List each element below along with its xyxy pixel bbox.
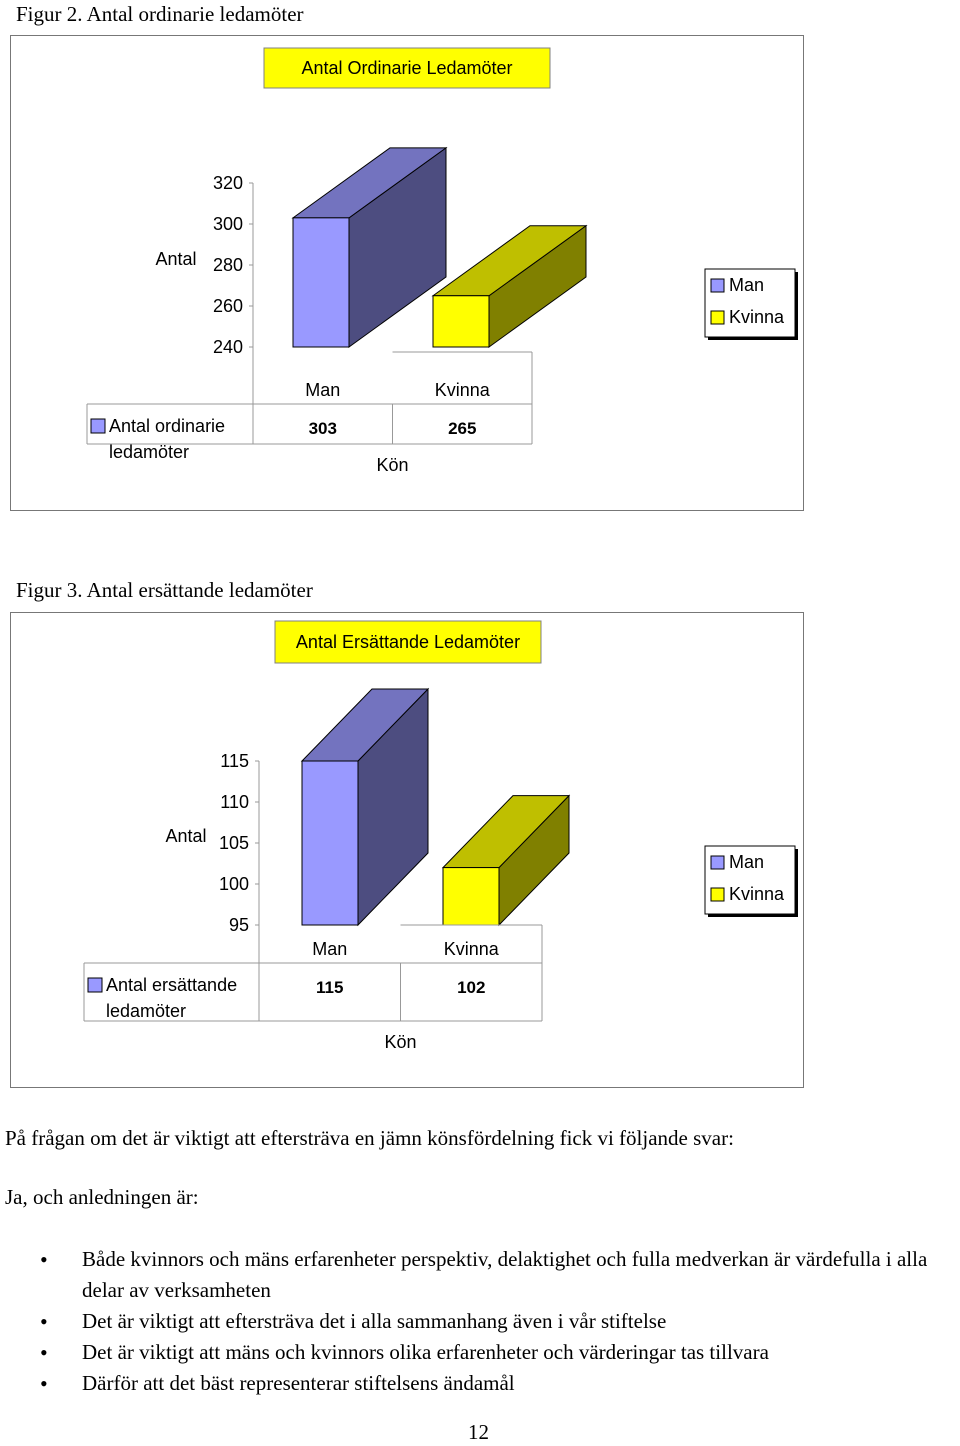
chart-ersattande-svg bbox=[11, 613, 803, 1087]
data-label: 265 bbox=[448, 419, 477, 438]
figure-3-caption: Figur 3. Antal ersättande ledamöter bbox=[16, 578, 313, 602]
legend-label: Kvinna bbox=[729, 884, 785, 904]
y-tick-label: 260 bbox=[212, 296, 243, 316]
list-item: • Därför att det bäst representerar stiftelsens ändamål bbox=[0, 1368, 958, 1399]
legend-label: Kvinna bbox=[729, 307, 785, 327]
series-label: Antal ersättande bbox=[106, 975, 238, 995]
list-item: • Både kvinnors och mäns erfarenheter perspektiv, delaktighet och fulla medverkan är värdefulla i alla delar av verksamheten bbox=[0, 1244, 958, 1306]
x-axis-label: Kön bbox=[376, 455, 409, 475]
y-tick-label: 320 bbox=[212, 173, 243, 193]
chart-ordinarie-ledamoter bbox=[10, 35, 804, 511]
legend-label: Man bbox=[729, 275, 765, 295]
legend-swatch bbox=[711, 279, 724, 292]
y-tick-label: 105 bbox=[218, 833, 249, 853]
legend-label: Man bbox=[729, 852, 765, 872]
series-label: Antal ordinarie bbox=[109, 416, 226, 436]
chart-ordinarie-svg bbox=[11, 36, 803, 510]
series-label: ledamöter bbox=[109, 442, 190, 462]
list-item: • Det är viktigt att eftersträva det i alla sammanhang även i vår stiftelse bbox=[0, 1306, 958, 1337]
legend-swatch bbox=[711, 856, 724, 869]
bar bbox=[302, 761, 358, 925]
answer-list bbox=[0, 1244, 958, 1399]
x-tick-label: Kvinna bbox=[434, 380, 490, 400]
y-tick-label: 280 bbox=[212, 255, 243, 275]
series-marker bbox=[88, 978, 102, 992]
legend-swatch bbox=[711, 888, 724, 901]
chart-title: Antal Ordinarie Ledamöter bbox=[301, 58, 513, 78]
bar bbox=[443, 868, 499, 925]
y-tick-label: 100 bbox=[218, 874, 249, 894]
y-tick-label: 115 bbox=[220, 751, 249, 771]
x-axis-label: Kön bbox=[384, 1032, 417, 1052]
chart-ersattande-ledamoter bbox=[10, 612, 804, 1088]
chart-title: Antal Ersättande Ledamöter bbox=[295, 632, 521, 652]
y-tick-label: 240 bbox=[212, 337, 243, 357]
list-item: • Det är viktigt att mäns och kvinnors olika erfarenheter och värderingar tas tillvara bbox=[0, 1337, 958, 1368]
y-tick-label: 110 bbox=[220, 792, 249, 812]
data-label: 102 bbox=[457, 978, 486, 997]
x-tick-label: Man bbox=[305, 380, 341, 400]
x-tick-label: Man bbox=[312, 939, 348, 959]
bar bbox=[433, 296, 489, 347]
data-label: 115 bbox=[316, 978, 344, 997]
figure-2-caption: Figur 2. Antal ordinarie ledamöter bbox=[16, 2, 304, 26]
series-marker bbox=[91, 419, 105, 433]
legend-swatch bbox=[711, 311, 724, 324]
y-axis-label: Antal bbox=[165, 826, 207, 846]
x-tick-label: Kvinna bbox=[443, 939, 499, 959]
y-axis-label: Antal bbox=[155, 249, 197, 269]
series-label: ledamöter bbox=[106, 1001, 187, 1021]
question-text: På frågan om det är viktigt att eftersträva en jämn könsfördelning fick vi följande svar: bbox=[5, 1126, 734, 1150]
answer-intro: Ja, och anledningen är: bbox=[5, 1185, 199, 1209]
bar bbox=[293, 218, 349, 347]
page-number: 12 bbox=[468, 1420, 489, 1444]
y-tick-label: 300 bbox=[212, 214, 243, 234]
data-label: 303 bbox=[308, 419, 337, 438]
y-tick-label: 95 bbox=[228, 915, 249, 935]
